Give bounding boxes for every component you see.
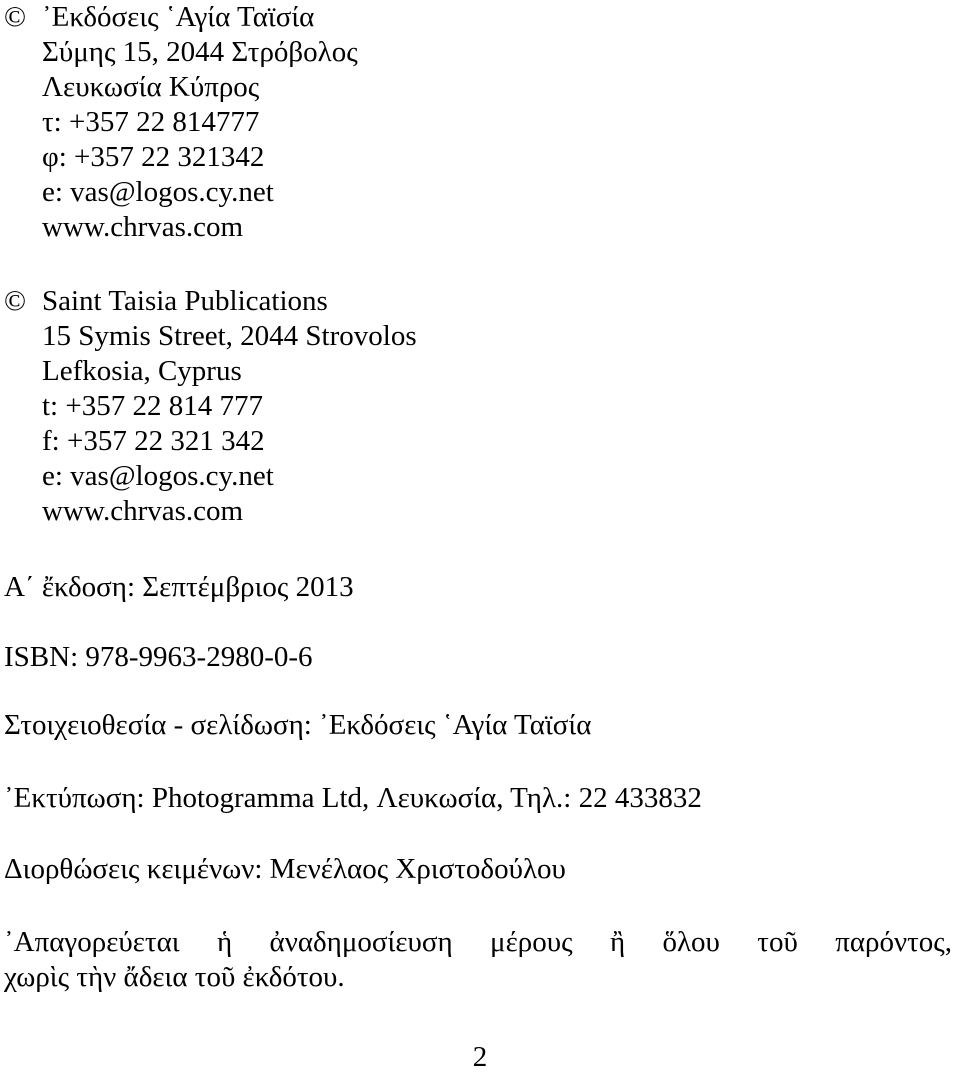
printing-line: ᾿Εκτύπωση: Photogramma Ltd, Λευκωσία, Τηλ.: 22 433832 <box>4 782 702 814</box>
website-greek: www.chrvas.com <box>42 211 244 243</box>
copyright-notice <box>4 925 952 995</box>
english-line-0 <box>4 284 417 319</box>
copyright-symbol: © <box>4 1 27 33</box>
english-publisher-block <box>4 284 417 529</box>
city-country-english: Lefkosia, Cyprus <box>42 355 242 387</box>
website-english: www.chrvas.com <box>42 495 244 527</box>
typesetting-line: Στοιχειοθεσία - σελίδωση: ᾿Εκδόσεις ῾Αγία Ταϊσία <box>4 709 592 741</box>
phone-greek: τ: +357 22 814777 <box>42 106 260 138</box>
proofreading-line: Διορθώσεις κειμένων: Μενέλαος Χριστοδούλου <box>4 853 566 885</box>
fax-english: f: +357 22 321 342 <box>42 425 265 457</box>
fax-greek: φ: +357 22 321342 <box>42 141 265 173</box>
copyright-notice-line-2: χωρὶς τὴν ἄδεια τοῦ ἐκδότου. <box>4 961 345 993</box>
edition-line: Α΄ ἔκδοση: Σεπτέμβριος 2013 <box>4 571 354 603</box>
publisher-name-english: Saint Taisia Publications <box>42 285 328 317</box>
greek-line-0 <box>4 0 358 35</box>
address-english: 15 Symis Street, 2044 Strovolos <box>42 320 417 352</box>
city-country-greek: Λευκωσία Κύπρος <box>42 71 260 103</box>
publisher-name-greek: ᾿Εκδόσεις ῾Αγία Ταϊσία <box>42 1 315 33</box>
greek-publisher-block <box>4 0 358 245</box>
phone-english: t: +357 22 814 777 <box>42 390 263 422</box>
copyright-symbol: © <box>4 285 27 317</box>
address-greek: Σύμης 15, 2044 Στρόβολος <box>42 36 358 68</box>
isbn-line: ISBN: 978-9963-2980-0-6 <box>4 641 313 673</box>
email-english: e: vas@logos.cy.net <box>42 460 274 492</box>
email-greek: e: vas@logos.cy.net <box>42 176 274 208</box>
page-number: 2 <box>472 1041 488 1073</box>
copyright-notice-line-1: ᾿Απαγορεύεται ἡ ἀναδημοσίευση μέρους ἢ ὅλου τοῦ παρόντος, <box>4 926 952 958</box>
